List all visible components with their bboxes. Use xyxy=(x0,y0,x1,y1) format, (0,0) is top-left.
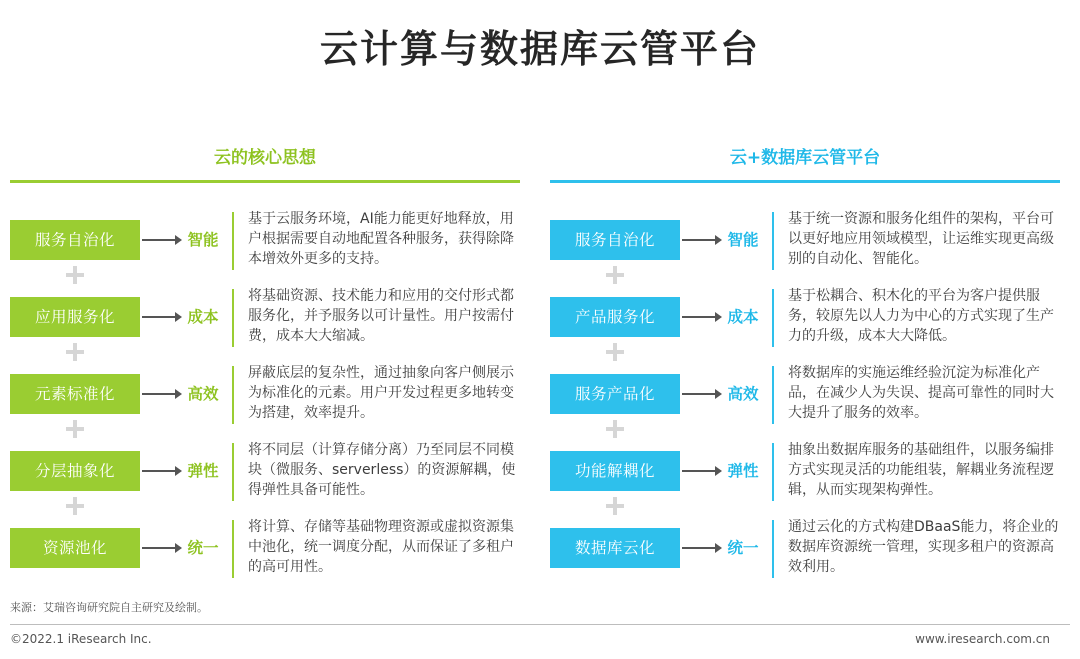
plus-icon xyxy=(605,265,625,285)
arrow-right-icon xyxy=(682,547,720,549)
item-keyword: 统一 xyxy=(727,539,759,557)
arrow-right-icon xyxy=(142,470,180,472)
cloud-db-platform-panel xyxy=(550,140,1060,575)
list-item xyxy=(550,212,1060,272)
divider xyxy=(232,289,234,347)
arrow-right-icon xyxy=(682,470,720,472)
arrow-right-icon xyxy=(682,393,720,395)
item-label: 应用服务化 xyxy=(10,297,140,337)
copyright: ©2022.1 iResearch Inc. xyxy=(10,632,152,646)
plus-icon xyxy=(605,496,625,516)
divider xyxy=(772,520,774,578)
item-label: 服务自治化 xyxy=(550,220,680,260)
core-ideas-panel xyxy=(10,140,520,575)
item-description: 将基础资源、技术能力和应用的交付形式都服务化，并予服务以可计量性。用户按需付费，成本大大缩减。 xyxy=(248,288,514,344)
item-description: 将数据库的实施运维经验沉淀为标准化产品，在减少人为失误、提高可靠性的同时大大提升了服务的效率。 xyxy=(788,365,1054,421)
panel-header: 云+数据库云管平台 xyxy=(729,148,881,168)
item-label: 数据库云化 xyxy=(550,528,680,568)
plus-icon xyxy=(605,419,625,439)
list-item xyxy=(10,366,520,426)
footer-divider xyxy=(10,624,1070,625)
item-keyword: 弹性 xyxy=(727,462,759,480)
list-item xyxy=(550,289,1060,349)
arrow-right-icon xyxy=(142,316,180,318)
list-item xyxy=(550,443,1060,503)
item-label: 分层抽象化 xyxy=(10,451,140,491)
item-label: 功能解耦化 xyxy=(550,451,680,491)
panel-header: 云的核心思想 xyxy=(214,148,316,168)
divider xyxy=(772,289,774,347)
divider xyxy=(772,366,774,424)
item-description: 屏蔽底层的复杂性，通过抽象向客户侧展示为标准化的元素。用户开发过程更多地转变为搭建，效率提升。 xyxy=(248,365,514,421)
item-description: 将不同层（计算存储分离）乃至同层不同模块（微服务、serverless）的资源解耦，使得弹性具备可能性。 xyxy=(248,442,516,498)
arrow-right-icon xyxy=(142,547,180,549)
item-label: 服务自治化 xyxy=(10,220,140,260)
arrow-right-icon xyxy=(142,239,180,241)
list-item xyxy=(10,443,520,503)
item-label: 产品服务化 xyxy=(550,297,680,337)
divider xyxy=(772,443,774,501)
list-item xyxy=(550,366,1060,426)
page-title: 云计算与数据库云管平台 xyxy=(319,27,760,71)
arrow-right-icon xyxy=(682,316,720,318)
item-description: 基于松耦合、积木化的平台为客户提供服务，较原先以人力为中心的方式实现了生产力的升级，成本大大降低。 xyxy=(788,288,1054,344)
divider xyxy=(232,520,234,578)
plus-icon xyxy=(65,496,85,516)
item-label: 资源池化 xyxy=(10,528,140,568)
header-divider xyxy=(10,180,520,183)
header-divider xyxy=(550,180,1060,183)
item-keyword: 高效 xyxy=(187,385,219,403)
item-keyword: 成本 xyxy=(187,308,219,326)
item-keyword: 统一 xyxy=(187,539,219,557)
divider xyxy=(232,366,234,424)
arrow-right-icon xyxy=(682,239,720,241)
item-description: 抽象出数据库服务的基础组件，以服务编排方式实现灵活的功能组装，解耦业务流程逻辑，从而实现架构弹性。 xyxy=(788,442,1054,498)
plus-icon xyxy=(65,265,85,285)
item-description: 将计算、存储等基础物理资源或虚拟资源集中池化，统一调度分配，从而保证了多租户的高可用性。 xyxy=(248,519,514,575)
list-item xyxy=(10,212,520,272)
divider xyxy=(232,212,234,270)
list-item xyxy=(10,289,520,349)
source-note: 来源：艾瑞咨询研究院自主研究及绘制。 xyxy=(10,601,208,614)
item-keyword: 高效 xyxy=(727,385,759,403)
plus-icon xyxy=(65,419,85,439)
plus-icon xyxy=(65,342,85,362)
list-item xyxy=(550,520,1060,580)
item-description: 通过云化的方式构建DBaaS能力，将企业的数据库资源统一管理，实现多租户的资源高效利用。 xyxy=(788,519,1059,575)
item-keyword: 智能 xyxy=(727,231,759,249)
item-keyword: 智能 xyxy=(187,231,219,249)
item-label: 服务产品化 xyxy=(550,374,680,414)
item-label: 元素标准化 xyxy=(10,374,140,414)
item-description: 基于云服务环境，AI能力能更好地释放，用户根据需要自动地配置各种服务，获得除降本增效外更多的支持。 xyxy=(248,211,514,267)
divider xyxy=(232,443,234,501)
plus-icon xyxy=(605,342,625,362)
website-link[interactable]: www.iresearch.com.cn xyxy=(915,632,1050,646)
divider xyxy=(772,212,774,270)
item-keyword: 成本 xyxy=(727,308,759,326)
item-description: 基于统一资源和服务化组件的架构，平台可以更好地应用领域模型，让运维实现更高级别的自动化、智能化。 xyxy=(788,211,1054,267)
item-keyword: 弹性 xyxy=(187,462,219,480)
arrow-right-icon xyxy=(142,393,180,395)
list-item xyxy=(10,520,520,580)
